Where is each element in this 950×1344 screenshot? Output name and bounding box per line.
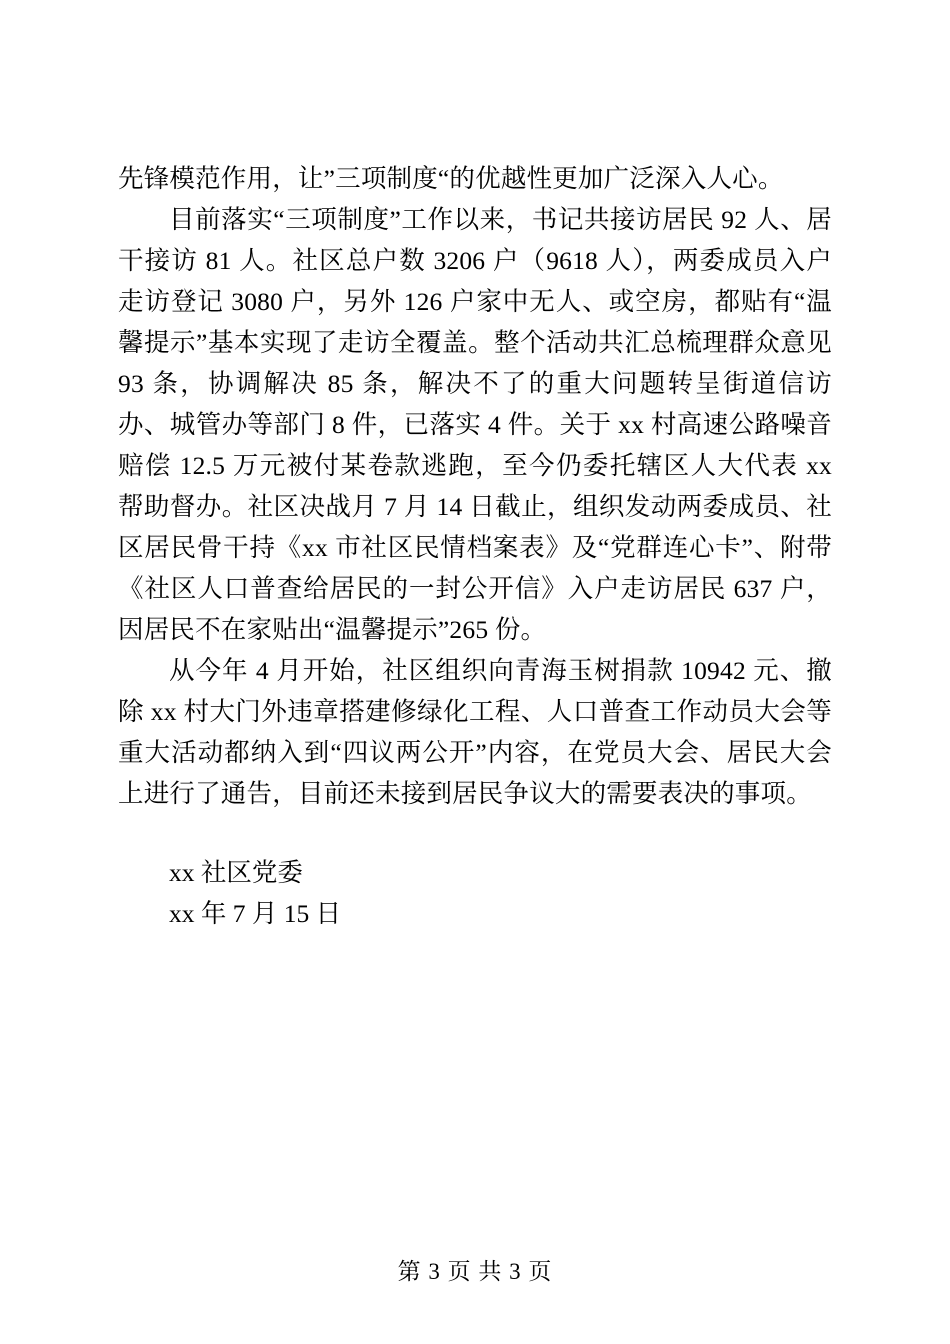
document-body <box>118 158 832 934</box>
page-footer: 第 3 页 共 3 页 <box>397 1259 553 1284</box>
paragraph-continuation: 先锋模范作用，让”三项制度“的优越性更加广泛深入人心。 <box>118 164 784 193</box>
paragraph-activities: 从今年 4 月开始，社区组织向青海玉树捐款 10942 元、撤除 xx 村大门外违章搭建修绿化工程、人口普查工作动员大会等重大活动都纳入到“四议两公开”内容，在党员大会、居民大会上进行了通告，目前还未接到居民争议大的需要表决的事项。 <box>118 656 832 808</box>
signature-block <box>118 852 832 934</box>
signature-date: xx 年 7 月 15 日 <box>169 899 342 928</box>
signature-organization: xx 社区党委 <box>169 858 303 887</box>
paragraph-statistics: 目前落实“三项制度”工作以来，书记共接访居民 92 人、居干接访 81 人。社区总户数 3206 户（9618 人），两委成员入户走访登记 3080 户，另外 126 户家中无人、或空房，都贴有“温馨提示”基本实现了走访全覆盖。整个活动共汇总梳理群众意见 93 条，协调解决 85 条，解决不了的重大问题转呈街道信访办、城管办等部门 8 件，已落实 4 件。关于 xx 村高速公路噪音赔偿 12.5 万元被付某卷款逃跑，至今仍委托辖区人大代表 xx 帮助督办。社区决战月 7 月 14 日截止，组织发动两委成员、社区居民骨干持《xx 市社区民情档案表》及“党群连心卡”、附带《社区人口普查给居民的一封公开信》入户走访居民 637 户，因居民不在家贴出“温馨提示”265 份。 <box>118 205 833 644</box>
